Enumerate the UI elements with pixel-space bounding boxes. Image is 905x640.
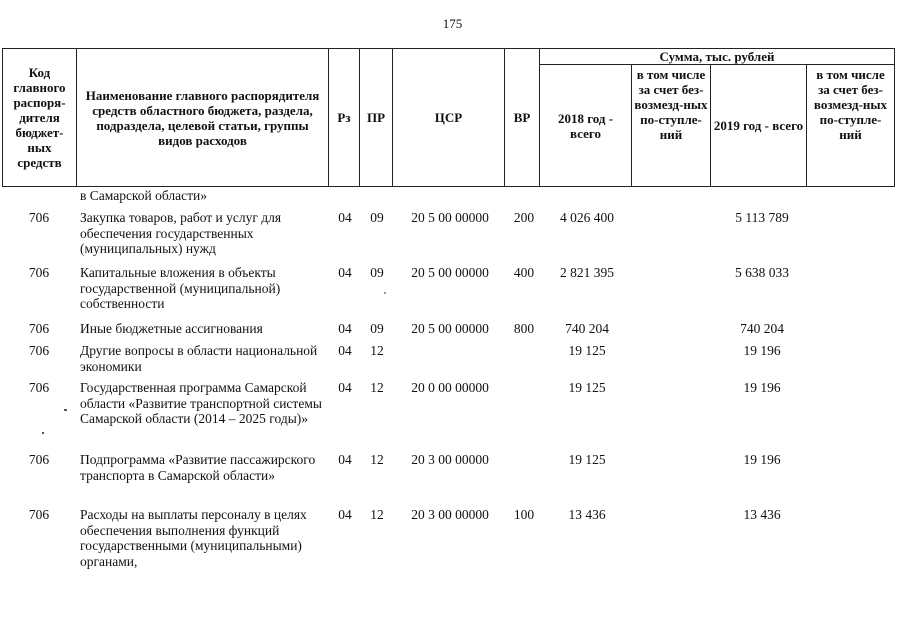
header-sum: Сумма, тыс. рублей xyxy=(540,49,895,65)
row-pr: 12 xyxy=(370,343,384,358)
row-csr: 20 0 00 00000 xyxy=(411,380,489,395)
row-pr: 09 xyxy=(370,210,384,225)
row-code: 706 xyxy=(28,452,50,467)
row-vr: 200 xyxy=(513,210,535,225)
table-row xyxy=(2,452,894,507)
table-row xyxy=(2,380,894,452)
row-vr: 100 xyxy=(513,507,535,522)
table-body xyxy=(2,188,894,579)
header-rz: Рз xyxy=(329,49,360,187)
row-sum-2019: 13 436 xyxy=(743,507,781,522)
row-code: 706 xyxy=(28,321,50,336)
row-rz: 04 xyxy=(338,380,352,395)
row-sum-2018: 19 125 xyxy=(568,452,606,467)
row-pr: 12 xyxy=(370,507,384,522)
row-sum-2018: 2 821 395 xyxy=(560,265,614,280)
row-pr: 12 xyxy=(370,380,384,395)
header-2019-gratuitous: в том числе за счет без-возмезд-ных по-ступле-ний xyxy=(807,65,895,187)
row-code: 706 xyxy=(28,507,50,522)
row-sum-2018: 19 125 xyxy=(568,343,606,358)
row-name: Иные бюджетные ассигнования xyxy=(80,321,263,336)
header-csr: ЦСР xyxy=(393,49,505,187)
row-name: Подпрограмма «Развитие пассажирского транспорта в Самарской области» xyxy=(80,452,316,483)
row-rz: 04 xyxy=(338,452,352,467)
row-sum-2018: 4 026 400 xyxy=(560,210,614,225)
row-name: Другие вопросы в области национальной экономики xyxy=(80,343,318,374)
row-rz: 04 xyxy=(338,507,352,522)
row-sum-2019: 740 204 xyxy=(740,321,784,336)
table-row xyxy=(2,265,894,321)
row-code: 706 xyxy=(28,380,50,395)
row-pr: 09 xyxy=(370,321,384,336)
header-2018-total: 2018 год - всего xyxy=(540,65,632,187)
header-2018-gratuitous: в том числе за счет без-возмезд-ных по-ступле-ний xyxy=(632,65,711,187)
header-pr: ПР xyxy=(360,49,393,187)
row-csr: 20 3 00 00000 xyxy=(411,507,489,522)
row-rz: 04 xyxy=(338,343,352,358)
scan-speck xyxy=(42,432,44,434)
table-row xyxy=(2,210,894,265)
row-code: 706 xyxy=(28,343,50,358)
row-rz: 04 xyxy=(338,321,352,336)
row-rz: 04 xyxy=(338,210,352,225)
row-sum-2018: 19 125 xyxy=(568,380,606,395)
table-row xyxy=(2,321,894,343)
scan-speck xyxy=(64,409,67,411)
table-header xyxy=(2,48,895,187)
table-row xyxy=(2,188,894,210)
row-sum-2018: 740 204 xyxy=(565,321,609,336)
row-vr: 400 xyxy=(513,265,535,280)
row-vr: 800 xyxy=(513,321,535,336)
header-2019-total: 2019 год - всего xyxy=(711,65,807,187)
row-sum-2018: 13 436 xyxy=(568,507,606,522)
header-code: Код главного распоря-дителя бюджет-ных средств xyxy=(3,49,77,187)
row-csr: 20 5 00 00000 xyxy=(411,321,489,336)
header-name: Наименование главного распорядителя средств областного бюджета, раздела, подраздела, целевой статьи, группы видов расходов xyxy=(77,49,329,187)
row-sum-2019: 19 196 xyxy=(743,343,781,358)
row-csr: 20 5 00 00000 xyxy=(411,210,489,225)
row-sum-2019: 5 638 033 xyxy=(735,265,789,280)
row-name: Капитальные вложения в объекты государственной (муниципальной) собственности xyxy=(80,265,281,311)
row-name: Государственная программа Самарской области «Развитие транспортной системы Самарской области (2014 – 2025 годы)» xyxy=(80,380,322,426)
row-rz: 04 xyxy=(338,265,352,280)
row-csr: 20 3 00 00000 xyxy=(411,452,489,467)
row-sum-2019: 5 113 789 xyxy=(735,210,789,225)
page-number: 175 xyxy=(442,16,463,31)
row-sum-2019: 19 196 xyxy=(743,452,781,467)
row-code: 706 xyxy=(28,265,50,280)
table-row xyxy=(2,343,894,380)
row-name: Закупка товаров, работ и услуг для обеспечения государственных (муниципальных) нужд xyxy=(80,210,282,256)
table-row xyxy=(2,507,894,579)
row-name: Расходы на выплаты персоналу в целях обеспечения выполнения функций государственными (муниципальными) органами, xyxy=(80,507,307,569)
row-pr: 09 xyxy=(370,265,384,280)
scan-speck xyxy=(384,292,386,294)
row-pr: 12 xyxy=(370,452,384,467)
row-name: в Самарской области» xyxy=(80,188,208,203)
row-code: 706 xyxy=(28,210,50,225)
header-vr: ВР xyxy=(505,49,540,187)
row-csr: 20 5 00 00000 xyxy=(411,265,489,280)
row-sum-2019: 19 196 xyxy=(743,380,781,395)
